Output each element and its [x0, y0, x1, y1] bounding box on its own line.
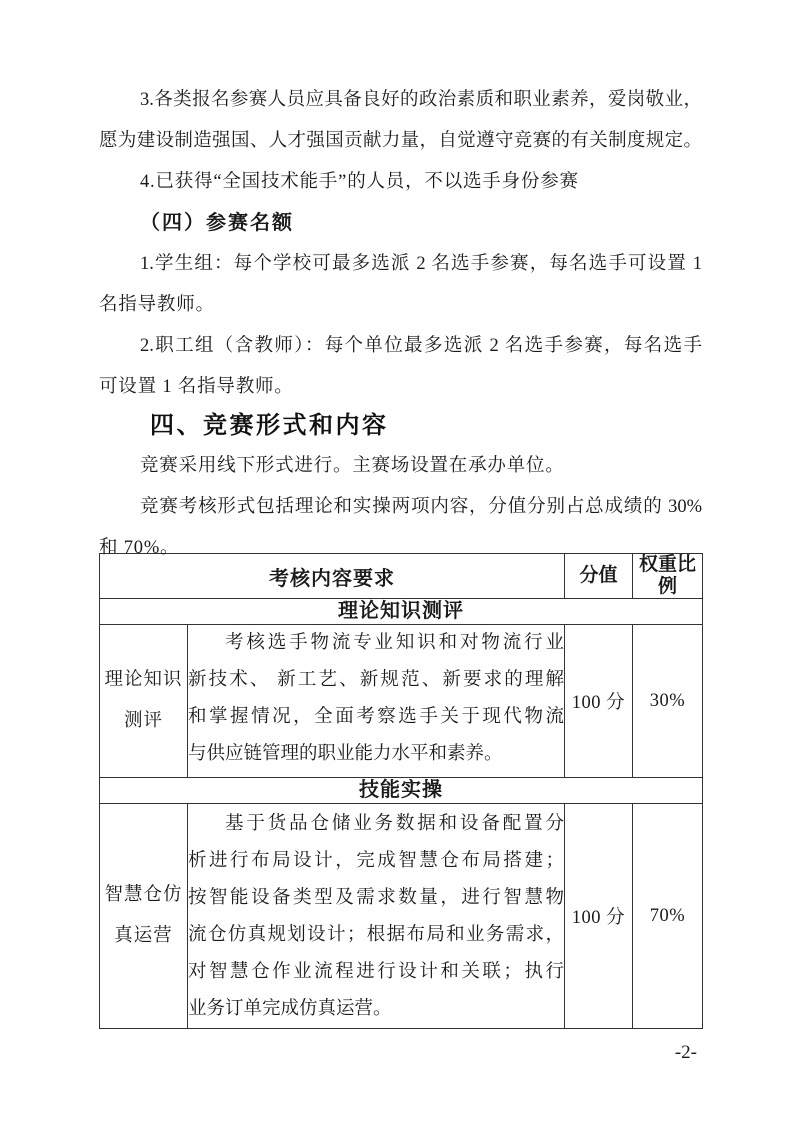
- paragraph-line: 名指导教师。: [99, 295, 215, 315]
- header-cell-content: 考核内容要求: [100, 554, 565, 599]
- content-line: 新技术、 新工艺、新规范、新要求的理解: [188, 670, 564, 690]
- content-line: 基于货品仓储业务数据和设备配置分: [225, 814, 564, 834]
- table-row-practice: [100, 804, 703, 1029]
- content-cell-theory: [188, 625, 565, 778]
- section-title-theory: 理论知识测评: [100, 599, 703, 625]
- content-line: 按智能设备类型及需求数量，进行智慧物: [188, 888, 564, 908]
- table-row-theory: [100, 625, 703, 778]
- document-body: [99, 80, 702, 1029]
- content-line: 和掌握情况，全面考察选手关于现代物流: [188, 707, 564, 727]
- paragraph-line: 1.学生组：每个学校可最多选派 2 名选手参赛，每名选手可设置 1: [140, 254, 702, 274]
- content-line: 对智慧仓作业流程进行设计和关联；执行: [188, 962, 564, 982]
- paragraph-line: 3.各类报名参赛人员应具备良好的政治素质和职业素养，爱岗敬业，: [140, 90, 702, 110]
- content-line: 流仓仿真规划设计；根据布局和业务需求，: [188, 925, 564, 945]
- paragraph-line: 竞赛采用线下形式进行。主赛场设置在承办单位。: [140, 456, 565, 476]
- paragraph-line: 愿为建设制造强国、人才强国贡献力量，自觉遵守竞赛的有关制度规定。: [99, 131, 702, 151]
- assessment-table: [99, 553, 703, 1029]
- score-cell-theory: 100 分: [565, 625, 633, 778]
- section-title-row-theory: [100, 599, 703, 625]
- paragraph-line: 2.职工组（含教师）：每个单位最多选派 2 名选手参赛，每名选手: [140, 336, 702, 356]
- content-line: 业务订单完成仿真运营。: [188, 999, 392, 1019]
- section-title-practice: 技能实操: [100, 778, 703, 804]
- paragraph-line: 可设置 1 名指导教师。: [99, 377, 294, 397]
- chapter-heading: 四、竞赛形式和内容: [150, 412, 389, 439]
- paragraph-line: 竞赛考核形式包括理论和实操两项内容，分值分别占总成绩的 30%: [140, 497, 702, 517]
- page-number: -2-: [674, 1042, 697, 1063]
- label-cell-practice: 智慧仓仿真运营: [100, 804, 188, 1029]
- label-cell-theory: 理论知识测评: [100, 625, 188, 778]
- content-cell-practice: [188, 804, 565, 1029]
- content-line: 考核选手物流专业知识和对物流行业: [225, 633, 564, 653]
- table-header-row: [100, 554, 703, 599]
- weight-cell-theory: 30%: [633, 625, 703, 778]
- section-title-row-practice: [100, 778, 703, 804]
- paragraph-line: 4.已获得“全国技术能手”的人员，不以选手身份参赛: [140, 172, 579, 192]
- subsection-heading: （四）参赛名额: [140, 212, 294, 234]
- paragraph-line: 和 70%。: [99, 538, 180, 558]
- header-cell-weight: 权重比例: [633, 554, 703, 599]
- content-line: 析进行布局设计，完成智慧仓布局搭建；: [188, 851, 564, 871]
- score-cell-practice: 100 分: [565, 804, 633, 1029]
- weight-cell-practice: 70%: [633, 804, 703, 1029]
- content-line: 与供应链管理的职业能力水平和素养。: [188, 744, 503, 764]
- header-cell-score: 分值: [565, 554, 633, 599]
